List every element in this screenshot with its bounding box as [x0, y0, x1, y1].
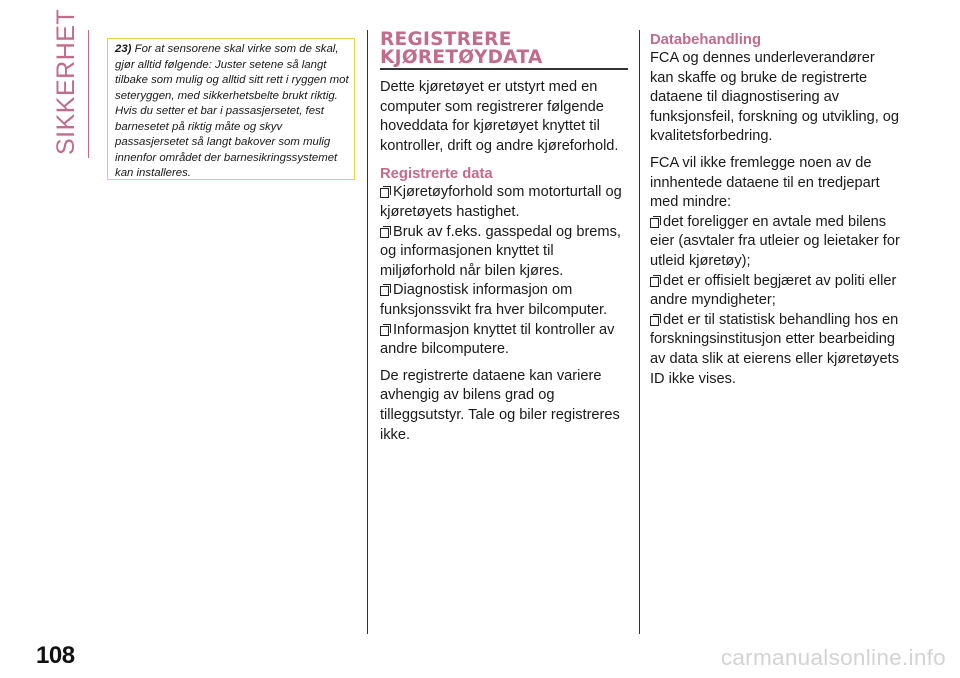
page-number: 108	[36, 642, 75, 669]
processing-paragraph-1: FCA og dennes underleverandører kan skaffe og bruke de registrerte dataene til diagnostisering av funksjonsfeil, forskning og utvikling, og kvalitetsforbedring.	[650, 50, 900, 145]
bullet-item	[650, 311, 900, 389]
bullet-icon	[380, 324, 391, 335]
bullet-icon	[650, 275, 661, 286]
bullet-text: Informasjon knyttet til kontroller av andre bilcomputere.	[380, 321, 615, 358]
data-processing-heading: Databehandling	[650, 32, 761, 48]
section-label-vertical	[52, 8, 92, 155]
bullet-item	[650, 272, 900, 311]
note-box	[107, 38, 355, 180]
bullet-text: det er til statistisk behandling hos en forskningsinstitusjon etter bearbeiding av data slik at eierens eller kjøretøyets ID ikke vises.	[650, 311, 899, 387]
column-divider-right	[639, 30, 640, 634]
title-rule	[380, 68, 628, 70]
intro-paragraph: Dette kjøretøyet er utstyrt med en computer som registrerer følgende hoveddata for kjøretøyet knyttet til kontroller, drift og andre kjøreforhold.	[380, 79, 619, 154]
bullet-text: Diagnostisk informasjon om funksjonssvikt fra hver bilcomputer.	[380, 282, 608, 318]
note-number: 23)	[115, 43, 132, 55]
bullet-text: Bruk av f.eks. gasspedal og brems, og informasjonen knyttet til miljøforhold når bilen kjøres.	[380, 223, 621, 279]
right-column	[650, 31, 900, 389]
bullet-item	[380, 321, 630, 360]
closing-paragraph: De registrerte dataene kan variere avhengig av bilens grad og tilleggsutstyr. Tale og biler registreres ikke.	[380, 367, 620, 443]
bullet-text: det er offisielt begjæret av politi eller andre myndigheter;	[650, 272, 897, 309]
middle-column	[380, 78, 630, 452]
section-title-line2: KJØRETØYDATA	[380, 47, 543, 68]
bullet-item	[380, 223, 630, 282]
bullet-icon	[380, 226, 391, 237]
sidebar-divider	[88, 30, 89, 158]
bullet-icon	[380, 186, 391, 197]
bullet-icon	[650, 216, 661, 227]
section-title-line1: REGISTRERE	[380, 29, 512, 50]
bullet-icon	[650, 314, 661, 325]
bullet-item	[650, 213, 900, 272]
bullet-icon	[380, 284, 391, 295]
registered-data-heading: Registrerte data	[380, 166, 493, 183]
watermark: carmanualsonline.info	[720, 645, 946, 670]
note-text: For at sensorene skal virke som de skal, gjør alltid følgende: Juster setene så langt tilbake som mulig og alltid sitt rett i ryggen mot seteryggen, med sikkerhetsbelte brukt riktig. Hvis du setter et bar i passasjersetet, fest barnesetet på riktig måte og skyv passasjersetet så langt bakover som mulig innenfor området der barnesikringssystemet kan installeres.	[115, 43, 349, 179]
bullet-text: det foreligger en avtale med bilens eier (asvtaler fra utleier og leietaker for utleid kjøretøy);	[650, 213, 900, 269]
section-title	[380, 31, 628, 67]
column-divider-left	[367, 30, 368, 634]
bullet-item	[380, 183, 630, 222]
processing-paragraph-2: FCA vil ikke fremlegge noen av de innhentede dataene til en tredjepart med mindre:	[650, 154, 880, 211]
bullet-text: Kjøretøyforhold som motorturtall og kjøretøyets hastighet.	[380, 184, 622, 220]
bullet-item	[380, 281, 630, 320]
section-label-text: SIKKERHET	[52, 8, 80, 155]
